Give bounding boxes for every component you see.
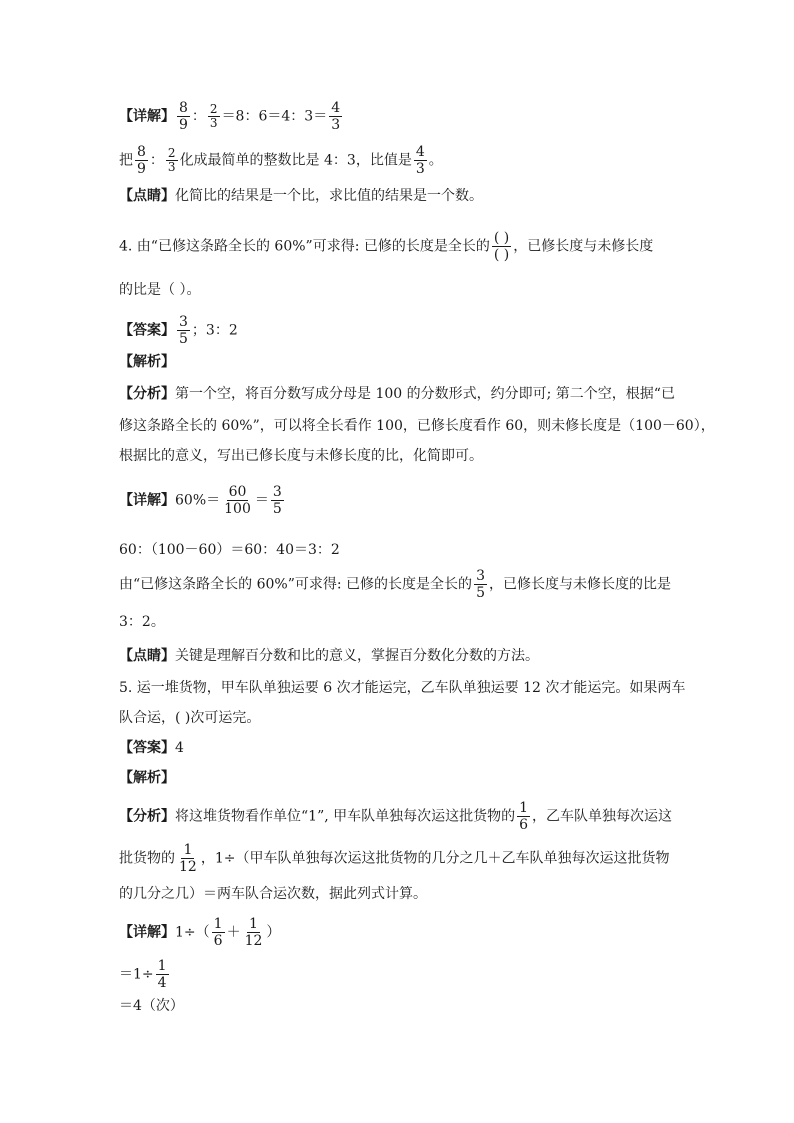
fraction: $\frac{8}{9}$ bbox=[179, 100, 188, 133]
fraction: $\frac{2}{3}$ bbox=[209, 102, 218, 130]
q4-answer-line: 【答案】 $\frac{3}{5}$ ；3：2 bbox=[119, 314, 238, 347]
fraction: $\frac{3}{5}$ bbox=[272, 484, 282, 517]
q5-stem-line-1: 5. 运一堆货物，甲车队单独运要 6 次才能运完，乙车队单独运要 12 次才能运完。如果两车 bbox=[119, 680, 686, 696]
q4-analysis-line-3: 根据比的意义，写出已修长度与未修长度的比，化简即可。 bbox=[119, 448, 483, 464]
q5-analysis-line-3: 的几分之几）＝两车队合运次数，据此列式计算。 bbox=[119, 886, 427, 902]
q5-stem-line-2: 队合运，( )次可运完。 bbox=[119, 710, 261, 726]
answer-tag: 【答案】 bbox=[119, 322, 175, 339]
fraction: $\frac{1}{4}$ bbox=[157, 958, 167, 991]
q3-tip-line: 【点睛】化简比的结果是一个比，求比值的结果是一个数。 bbox=[119, 188, 483, 204]
fraction: $\frac{4}{3}$ bbox=[415, 144, 425, 177]
q4-detail-line-3: 由“已修这条路全长的 60%”可求得: 已修的长度是全长的 $\frac{3}{5}$ ，已修长度与未修长度的比是 bbox=[119, 568, 671, 601]
q4-analysis-line-1: 【分析】第一个空，将百分数写成分母是 100 的分数形式，约分即可; 第二个空，根据“已 bbox=[119, 386, 675, 402]
q4-analysis-tag: 【解析】 bbox=[119, 354, 175, 370]
fraction: $\frac{1}{6}$ bbox=[213, 916, 223, 949]
q5-detail-line-3: ＝4（次） bbox=[119, 998, 184, 1014]
fraction: $\frac{60}{100}$ bbox=[224, 484, 251, 517]
q5-detail-line-2: ＝1÷ $\frac{1}{4}$ bbox=[119, 958, 167, 991]
q5-analysis-line-1: 【分析】将这堆货物看作单位“1”, 甲车队单独每次运这批货物的 $\frac{1}{6}$ ，乙车队单独每次运这 bbox=[119, 800, 673, 833]
q4-detail-line-2: 60：（100－60）＝60：40＝3：2 bbox=[119, 542, 340, 558]
fraction: $\frac{8}{9}$ bbox=[137, 144, 146, 177]
q4-stem-line-2: 的比是（ ）。 bbox=[119, 282, 201, 298]
q4-detail-line-1: 【详解】60%＝ $\frac{60}{100}$ ＝ $\frac{3}{5}$ bbox=[119, 484, 282, 517]
q4-analysis-line-2: 修这条路全长的 60%”，可以将全长看作 100，已修长度看作 60，则未修长度是（100－60）， bbox=[119, 418, 715, 434]
q4-detail-line-4: 3：2。 bbox=[119, 614, 165, 630]
fraction: $\frac{4}{3}$ bbox=[331, 100, 341, 133]
q4-stem-line: 4. 由“已修这条路全长的 60%”可求得: 已修的长度是全长的 ( ) ( ) ，已修长度与未修长度 bbox=[119, 230, 654, 263]
fraction: $\frac{1}{12}$ bbox=[179, 842, 197, 875]
q5-analysis-tag: 【解析】 bbox=[119, 770, 175, 786]
q3-summary-line: 把 $\frac{8}{9}$ ： $\frac{2}{3}$ 化成最简单的整数比是 4：3，比值是 $\frac{4}{3}$ 。 bbox=[119, 144, 443, 177]
blank-fraction: ( ) ( ) bbox=[493, 230, 510, 263]
fraction: $\frac{1}{6}$ bbox=[519, 800, 529, 833]
q5-answer-line: 【答案】4 bbox=[119, 740, 184, 756]
q3-detail-line: 【详解】 $\frac{8}{9}$ ： $\frac{2}{3}$ ＝8：6＝4：3＝ $\frac{4}{3}$ bbox=[119, 100, 341, 133]
fraction: $\frac{3}{5}$ bbox=[476, 568, 485, 601]
fraction: $\frac{1}{12}$ bbox=[244, 916, 263, 949]
q5-analysis-line-2: 批货物的 $\frac{1}{12}$ ，1÷（甲车队单独每次运这批货物的几分之几＋乙车队单独每次运这批货物 bbox=[119, 842, 670, 875]
tip-tag: 【点睛】 bbox=[119, 188, 175, 204]
fraction: $\frac{3}{5}$ bbox=[179, 314, 188, 347]
fraction: $\frac{2}{3}$ bbox=[167, 146, 176, 174]
detail-tag: 【详解】 bbox=[119, 108, 175, 125]
q4-tip-line: 【点睛】关键是理解百分数和比的意义，掌握百分数化分数的方法。 bbox=[119, 648, 539, 664]
q5-detail-line-1: 【详解】1÷（ $\frac{1}{6}$ ＋ $\frac{1}{12}$ ） bbox=[119, 916, 281, 949]
